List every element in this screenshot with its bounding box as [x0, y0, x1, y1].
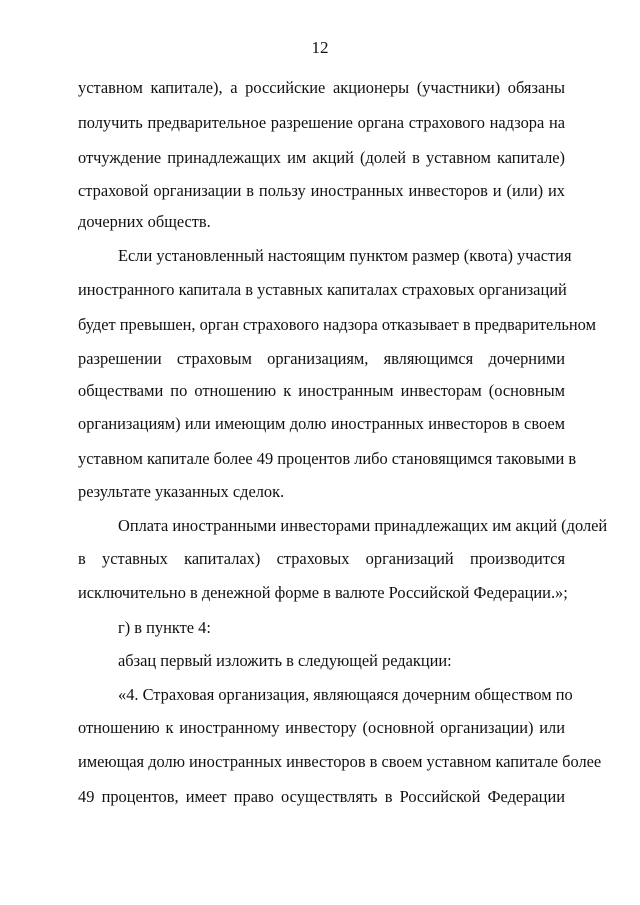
paragraph-first-line: «4. Страховая организация, являющаяся дочерним обществом по: [118, 685, 573, 704]
text-line: обществами по отношению к иностранным инвесторам (основным: [78, 381, 565, 400]
text-line: исключительно в денежной форме в валюте Российской Федерации.»;: [78, 583, 568, 602]
paragraph-first-line: г) в пункте 4:: [118, 618, 211, 637]
text-line: страховой организации в пользу иностранных инвесторов и (или) их: [78, 181, 565, 200]
paragraph-first-line: Если установленный настоящим пунктом размер (квота) участия: [118, 246, 572, 265]
text-line: 49 процентов, имеет право осуществлять в Российской Федерации: [78, 787, 565, 806]
text-line: отчуждение принадлежащих им акций (долей в уставном капитале): [78, 148, 565, 167]
text-line: в уставных капиталах) страховых организаций производится: [78, 549, 565, 568]
page-number: 12: [311, 38, 329, 57]
text-line: уставном капитале), а российские акционеры (участники) обязаны: [78, 78, 565, 97]
paragraph-first-line: Оплата иностранными инвесторами принадлежащих им акций (долей: [118, 516, 608, 535]
text-line: организациям) или имеющим долю иностранных инвесторов в своем: [78, 414, 565, 433]
text-line: имеющая долю иностранных инвесторов в своем уставном капитале более: [78, 752, 602, 771]
text-line: результате указанных сделок.: [78, 482, 285, 501]
text-line: иностранного капитала в уставных капиталах страховых организаций: [78, 280, 567, 299]
text-line: будет превышен, орган страхового надзора отказывает в предварительном: [78, 315, 596, 334]
text-line: уставном капитале более 49 процентов либо становящимся таковыми в: [78, 449, 577, 468]
text-line: дочерних обществ.: [78, 212, 211, 231]
paragraph-first-line: абзац первый изложить в следующей редакции:: [118, 651, 452, 670]
text-line: получить предварительное разрешение органа страхового надзора на: [78, 113, 565, 132]
text-line: отношению к иностранному инвестору (основной организации) или: [78, 718, 565, 737]
text-line: разрешении страховым организациям, являющимся дочерними: [78, 349, 565, 368]
